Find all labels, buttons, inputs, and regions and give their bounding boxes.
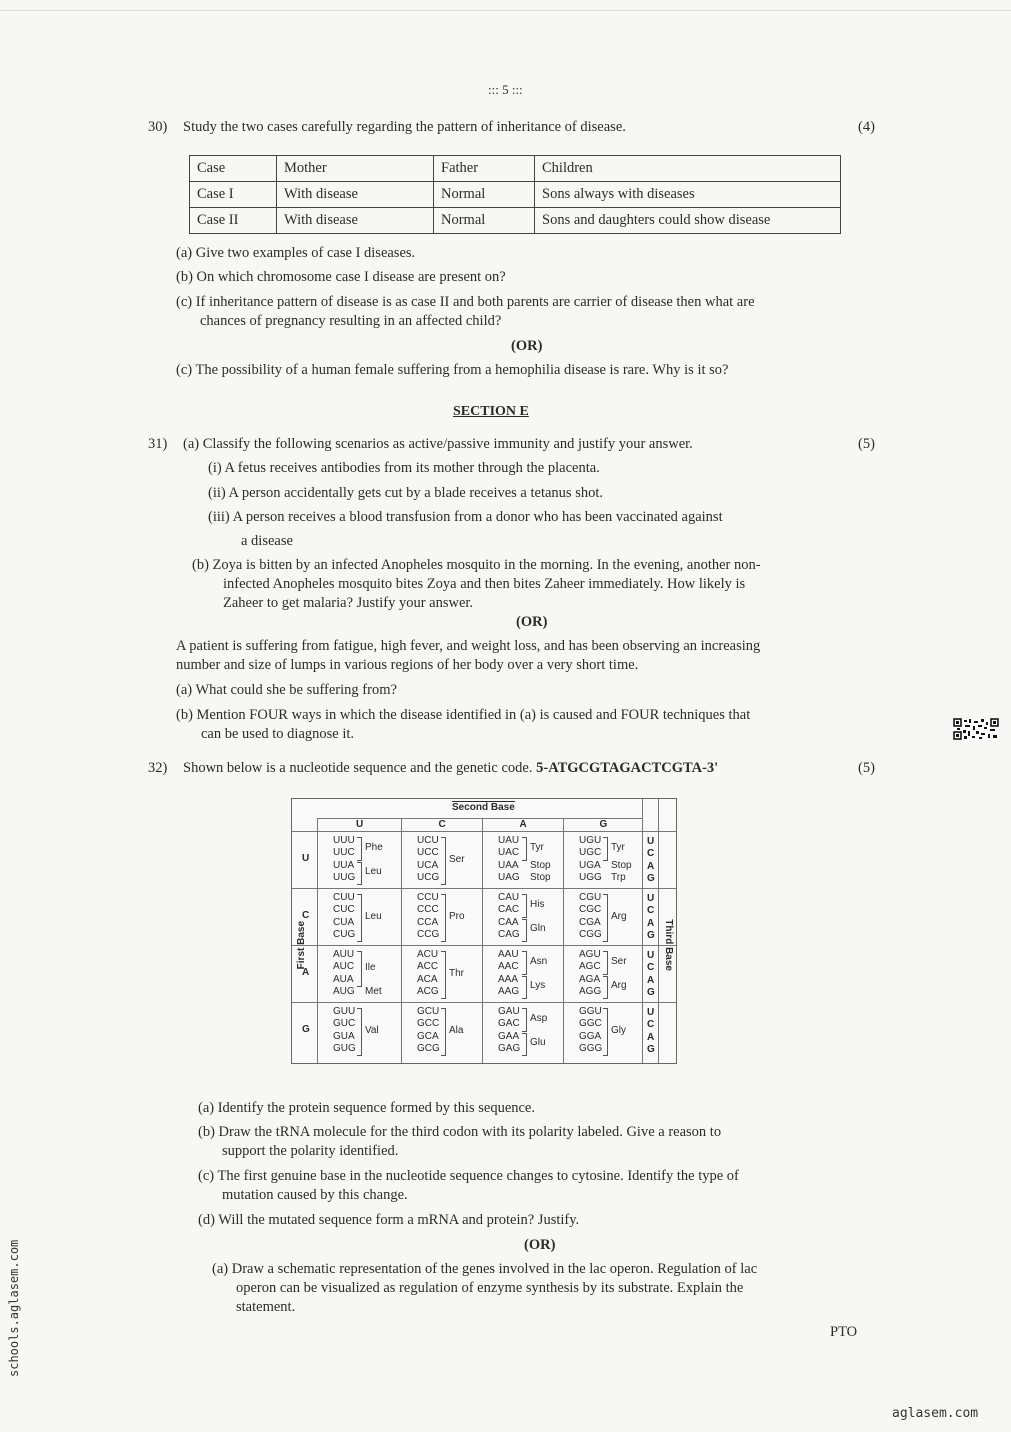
codon-bracket — [522, 919, 527, 943]
codon: AUA — [333, 973, 354, 985]
codon: UGU — [579, 835, 602, 846]
q30-marks: (4) — [858, 119, 875, 135]
q31-alt-line1: A patient is suffering from fatigue, high fever, and weight loss, and has been observing an increasing — [176, 638, 761, 654]
codon-bracket — [357, 894, 362, 942]
codon-bracket — [441, 837, 446, 885]
amino-acid-label: Gln — [530, 923, 546, 935]
pto-label: PTO — [830, 1324, 858, 1340]
qr-code-icon — [953, 718, 999, 740]
codon-bracket — [603, 1008, 608, 1056]
amino-acid-label: Met — [365, 985, 382, 997]
q32-or: (OR) — [524, 1237, 556, 1253]
q31-part-b-line3: Zaheer to get malaria? Justify your answer. — [223, 595, 474, 611]
third-base-letter: U — [647, 950, 655, 961]
codon: UAG — [498, 871, 520, 883]
section-e-heading: SECTION E — [453, 404, 529, 419]
q30-number: 30) — [148, 119, 168, 135]
third-base-letter: G — [647, 1043, 655, 1055]
q31-item-ii: (ii) A person accidentally gets cut by a blade receives a tetanus shot. — [208, 485, 603, 501]
q31-alt-part-a: (a) What could she be suffering from? — [176, 682, 397, 698]
q32-alt-part-a-line2: operon can be visualized as regulation of enzyme synthesis by its substrate. Explain the — [236, 1280, 744, 1296]
amino-acid-label: Trp — [611, 871, 626, 883]
codon: CUG — [333, 928, 356, 940]
genetic-code-table — [291, 798, 677, 1064]
amino-acid-label: Lys — [530, 980, 546, 992]
codon: AUC — [333, 961, 355, 973]
table-row — [190, 208, 841, 234]
codon-bracket — [357, 951, 362, 987]
q32-alt-part-a-line3: statement. — [236, 1299, 296, 1315]
codon: ACC — [417, 961, 439, 973]
q32-text-label: Shown below is a nucleotide sequence and the genetic code. — [183, 760, 537, 776]
codon: CGG — [579, 928, 602, 940]
codon: UUA — [333, 859, 355, 871]
q31-alt-part-b-line1: (b) Mention FOUR ways in which the disease identified in (a) is caused and FOUR techniques that — [176, 707, 751, 723]
codon: UUU — [333, 835, 355, 846]
third-base-letter: A — [647, 974, 655, 986]
q31-part-a: (a) Classify the following scenarios as active/passive immunity and justify your answer. — [183, 436, 693, 452]
codon: CCA — [417, 916, 439, 928]
codon: CAG — [498, 928, 520, 940]
amino-acid-label: His — [530, 898, 545, 910]
codon: UGG — [579, 871, 602, 883]
codon: CAC — [498, 904, 520, 916]
codon-bracket — [603, 951, 608, 975]
second-base-label: Second Base — [452, 802, 515, 813]
codon: CUA — [333, 916, 355, 928]
codon: CAA — [498, 916, 519, 928]
q32-part-c-line2: mutation caused by this change. — [222, 1187, 408, 1203]
codon: CUU — [333, 892, 355, 903]
codon: UAC — [498, 847, 520, 859]
amino-acid-label: Ser — [611, 955, 627, 967]
codon: UGC — [579, 847, 602, 859]
codon: AGA — [579, 973, 601, 985]
q31-alt-line2: number and size of lumps in various regions of her body over a very short time. — [176, 657, 639, 673]
codon: ACA — [417, 973, 438, 985]
codon-bracket — [522, 1033, 527, 1057]
codon: AGU — [579, 949, 601, 960]
amino-acid-label: Phe — [365, 841, 383, 853]
q31-part-b-line2: infected Anopheles mosquito bites Zoya and then bites Zaheer immediately. How likely is — [223, 576, 746, 592]
codon: CGU — [579, 892, 602, 903]
third-base-letter: C — [647, 905, 655, 917]
codon-bracket — [357, 862, 362, 886]
codon: AGC — [579, 961, 601, 973]
q30-part-c-line1: (c) If inheritance pattern of disease is as case II and both parents are carrier of disease then what are — [176, 294, 755, 310]
codon: GGG — [579, 1042, 603, 1054]
amino-acid-label: Asn — [530, 955, 548, 967]
codon: GAC — [498, 1018, 520, 1030]
inheritance-table — [189, 155, 841, 234]
q32-part-b-line2: support the polarity identified. — [222, 1143, 399, 1159]
second-base-letter: G — [599, 819, 608, 830]
codon: CGA — [579, 916, 601, 928]
codon-bracket — [522, 894, 527, 918]
codon: GUC — [333, 1018, 356, 1030]
q31-or: (OR) — [516, 614, 548, 630]
codon: ACG — [417, 985, 439, 997]
third-base-label: Third Base — [663, 919, 675, 971]
codon: AAA — [498, 973, 519, 985]
codon: AAU — [498, 949, 519, 960]
q31-alt-part-b-line2: can be used to diagnose it. — [201, 726, 355, 742]
q31-number: 31) — [148, 436, 168, 452]
codon: GUA — [333, 1030, 355, 1042]
third-base-letter: A — [647, 860, 655, 872]
codon: UAU — [498, 835, 520, 846]
third-base-letter: U — [647, 836, 655, 847]
q30-text: Study the two cases carefully regarding the pattern of inheritance of disease. — [183, 119, 626, 135]
amino-acid-label: Stop — [530, 871, 551, 883]
codon: CGC — [579, 904, 602, 916]
codon-bracket — [603, 976, 608, 1000]
third-base-letter: C — [647, 1019, 655, 1031]
q30-part-a: (a) Give two examples of case I diseases. — [176, 245, 416, 261]
q30-part-c-line2: chances of pregnancy resulting in an affected child? — [200, 313, 502, 329]
codon: GCA — [417, 1030, 439, 1042]
third-base-letter: A — [647, 1031, 655, 1043]
amino-acid-label: Ser — [449, 854, 465, 866]
amino-acid-label: Leu — [365, 911, 382, 923]
q32-part-d: (d) Will the mutated sequence form a mRNA and protein? Justify. — [198, 1212, 580, 1228]
amino-acid-label: Tyr — [611, 841, 625, 853]
codon-bracket — [522, 976, 527, 1000]
codon-bracket — [522, 1008, 527, 1032]
codon: GAG — [498, 1042, 521, 1054]
q32-part-c-line1: (c) The first genuine base in the nucleotide sequence changes to cytosine. Identify the type of — [198, 1168, 739, 1184]
first-base-label: First Base — [295, 920, 307, 970]
codon: GUU — [333, 1006, 356, 1017]
table-cell: Normal — [434, 182, 535, 208]
second-base-letter: U — [356, 819, 364, 830]
codon: GGC — [579, 1018, 602, 1030]
q32-number: 32) — [148, 760, 168, 776]
codon: AUG — [333, 985, 355, 997]
q31-item-iii-line1: (iii) A person receives a blood transfusion from a donor who has been vaccinated against — [208, 509, 723, 525]
codon: GCU — [417, 1006, 440, 1017]
table-header: Mother — [277, 156, 434, 182]
amino-acid-label: Leu — [365, 866, 382, 878]
codon: GGA — [579, 1030, 602, 1042]
nucleotide-sequence: 5-ATGCGTAGACTCGTA-3' — [536, 760, 719, 776]
codon: GCC — [417, 1018, 440, 1030]
table-cell: Case I — [190, 182, 277, 208]
amino-acid-label: Ala — [449, 1025, 464, 1037]
table-header-row — [190, 156, 841, 182]
amino-acid-label: Stop — [530, 859, 551, 871]
amino-acid-label: Gly — [611, 1025, 626, 1037]
codon: UAA — [498, 859, 519, 871]
codon: GAU — [498, 1006, 520, 1017]
q32-part-a: (a) Identify the protein sequence formed by this sequence. — [198, 1100, 535, 1116]
table-cell: Sons and daughters could show disease — [535, 208, 841, 234]
codon: UGA — [579, 859, 601, 871]
codon: CCG — [417, 928, 440, 940]
codon: UUG — [333, 871, 356, 883]
codon: UCU — [417, 835, 439, 846]
q32-alt-part-a-line1: (a) Draw a schematic representation of the genes involved in the lac operon. Regulation of lac — [212, 1261, 758, 1277]
codon: AGG — [579, 985, 602, 997]
first-base-letter: G — [302, 1024, 310, 1035]
top-rule — [0, 10, 1011, 11]
third-base-letter: C — [647, 962, 655, 974]
amino-acid-label: Glu — [530, 1037, 546, 1049]
codon-bracket — [522, 837, 527, 861]
codon-bracket — [603, 894, 608, 942]
amino-acid-label: Asp — [530, 1012, 548, 1024]
codon: UCA — [417, 859, 439, 871]
third-base-letter: U — [647, 1007, 655, 1018]
codon-bracket — [441, 1008, 446, 1056]
codon: AUU — [333, 949, 355, 960]
codon: UUC — [333, 847, 355, 859]
codon: CAU — [498, 892, 520, 903]
first-base-letter: U — [302, 853, 310, 864]
codon-bracket — [357, 837, 362, 861]
q32-marks: (5) — [858, 760, 875, 776]
codon-bracket — [603, 837, 608, 861]
codon: UCC — [417, 847, 439, 859]
third-base-letter: C — [647, 848, 655, 860]
codon-bracket — [441, 894, 446, 942]
amino-acid-label: Tyr — [530, 841, 544, 853]
amino-acid-label: Pro — [449, 911, 465, 923]
codon: GCG — [417, 1042, 440, 1054]
q31-item-i: (i) A fetus receives antibodies from its mother through the placenta. — [208, 460, 600, 476]
amino-acid-label: Arg — [611, 980, 627, 992]
first-base-letter: A — [302, 967, 310, 978]
second-base-letter: C — [438, 819, 446, 830]
q30-part-c-alt: (c) The possibility of a human female suffering from a hemophilia disease is rare. Why is it so? — [176, 362, 729, 378]
table-cell: Sons always with diseases — [535, 182, 841, 208]
codon: GUG — [333, 1042, 356, 1054]
codon: CCU — [417, 892, 439, 903]
codon-bracket — [522, 951, 527, 975]
codon: UCG — [417, 871, 440, 883]
codon: CCC — [417, 904, 439, 916]
q30-part-b: (b) On which chromosome case I disease are present on? — [176, 269, 506, 285]
codon-bracket — [357, 1008, 362, 1056]
codon: ACU — [417, 949, 439, 960]
q31-item-iii-line2: a disease — [241, 533, 293, 549]
table-cell: Normal — [434, 208, 535, 234]
codon: CUC — [333, 904, 355, 916]
third-base-letter: G — [647, 872, 655, 884]
amino-acid-label: Val — [365, 1025, 379, 1037]
codon-bracket — [441, 951, 446, 999]
first-base-letter: C — [302, 910, 310, 921]
amino-acid-label: Ile — [365, 961, 376, 973]
page-number: ::: 5 ::: — [488, 82, 523, 97]
third-base-letter: A — [647, 917, 655, 929]
table-header: Children — [535, 156, 841, 182]
table-header: Father — [434, 156, 535, 182]
codon: AAC — [498, 961, 519, 973]
q31-marks: (5) — [858, 436, 875, 452]
table-cell: With disease — [277, 182, 434, 208]
amino-acid-label: Thr — [449, 968, 464, 980]
table-cell: With disease — [277, 208, 434, 234]
watermark-right: aglasem.com — [892, 1406, 979, 1421]
q32-part-b-line1: (b) Draw the tRNA molecule for the third codon with its polarity labeled. Give a reason to — [198, 1124, 722, 1140]
q30-or: (OR) — [511, 338, 543, 354]
q31-part-b-line1: (b) Zoya is bitten by an infected Anopheles mosquito in the morning. In the evening, another non- — [192, 557, 761, 573]
table-cell: Case II — [190, 208, 277, 234]
codon: AAG — [498, 985, 520, 997]
amino-acid-label: Stop — [611, 859, 632, 871]
codon: GAA — [498, 1030, 520, 1042]
amino-acid-label: Arg — [611, 911, 627, 923]
third-base-letter: U — [647, 893, 655, 904]
watermark-left: schools.aglasem.com — [7, 1239, 21, 1377]
q32-text — [183, 759, 718, 778]
codon: GGU — [579, 1006, 602, 1017]
third-base-letter: G — [647, 929, 655, 941]
third-base-letter: G — [647, 986, 655, 998]
second-base-letter: A — [519, 819, 527, 830]
table-header: Case — [190, 156, 277, 182]
table-row — [190, 182, 841, 208]
